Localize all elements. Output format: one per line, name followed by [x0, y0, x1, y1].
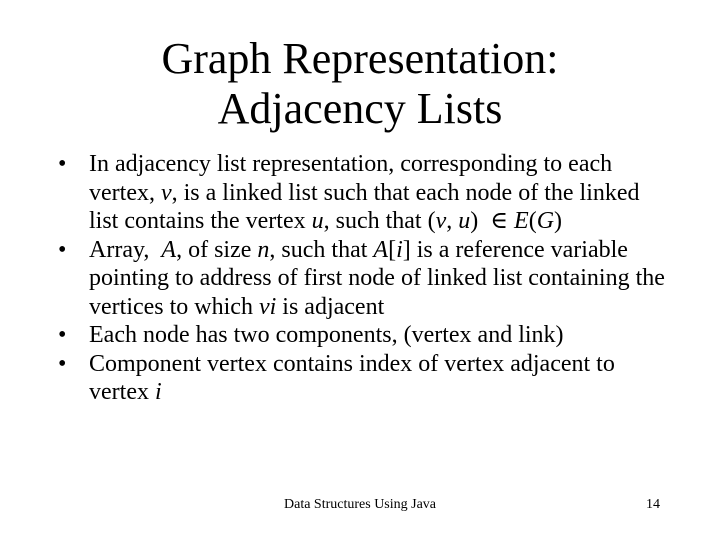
math-variable: i	[154, 379, 162, 405]
bullet-marker: •	[58, 350, 67, 377]
math-variable: n	[257, 236, 270, 263]
bullet-text: is adjacent	[276, 293, 385, 320]
bullet-text: ,	[446, 208, 459, 234]
bullet-text: Each node has two components, (vertex and link)	[89, 322, 564, 348]
footer-title: Data Structures Using Java	[284, 497, 437, 512]
bullet-text: Array,	[89, 236, 162, 263]
bullet-text: Component vertex contains index of vertex adjacent to vertex	[89, 350, 615, 405]
slide-title	[0, 34, 720, 134]
bullet-text: (	[528, 208, 537, 234]
bullet-text: , such that (	[323, 208, 436, 234]
math-variable: E	[514, 208, 529, 234]
bullet-text: ] is a reference variable pointing to address of first node of linked list containing the vertices to which	[89, 236, 665, 320]
math-variable: vi	[258, 293, 277, 320]
math-variable: v	[435, 208, 447, 234]
math-variable: G	[536, 208, 555, 234]
title-line-1: Graph Representation:	[161, 34, 559, 83]
bullet-item	[58, 321, 668, 350]
bullet-text: [	[388, 236, 397, 263]
math-variable: u	[458, 208, 471, 234]
math-variable: A	[161, 236, 177, 263]
bullet-text: )	[554, 208, 563, 234]
math-variable: i	[396, 236, 403, 263]
bullet-text: ) ∈	[470, 208, 515, 234]
bullet-marker: •	[58, 151, 67, 177]
bullet-item	[58, 350, 668, 407]
bullet-text: In adjacency list representation, corresponding to each vertex,	[89, 151, 613, 206]
bullet-text: , of size	[176, 236, 258, 263]
bullet-list	[58, 150, 668, 407]
bullet-marker: •	[58, 236, 67, 263]
page-number: 14	[646, 497, 660, 512]
bullet-marker: •	[58, 322, 67, 348]
title-line-2: Adjacency Lists	[217, 84, 503, 133]
math-variable: v	[160, 179, 172, 206]
bullet-text: , is a linked list such that each node of the linked list contains the vertex	[89, 179, 640, 234]
math-variable: u	[311, 208, 324, 234]
bullet-item	[58, 236, 668, 322]
bullet-text: , such that	[269, 236, 374, 263]
bullet-item	[58, 150, 668, 236]
math-variable: A	[373, 236, 389, 263]
